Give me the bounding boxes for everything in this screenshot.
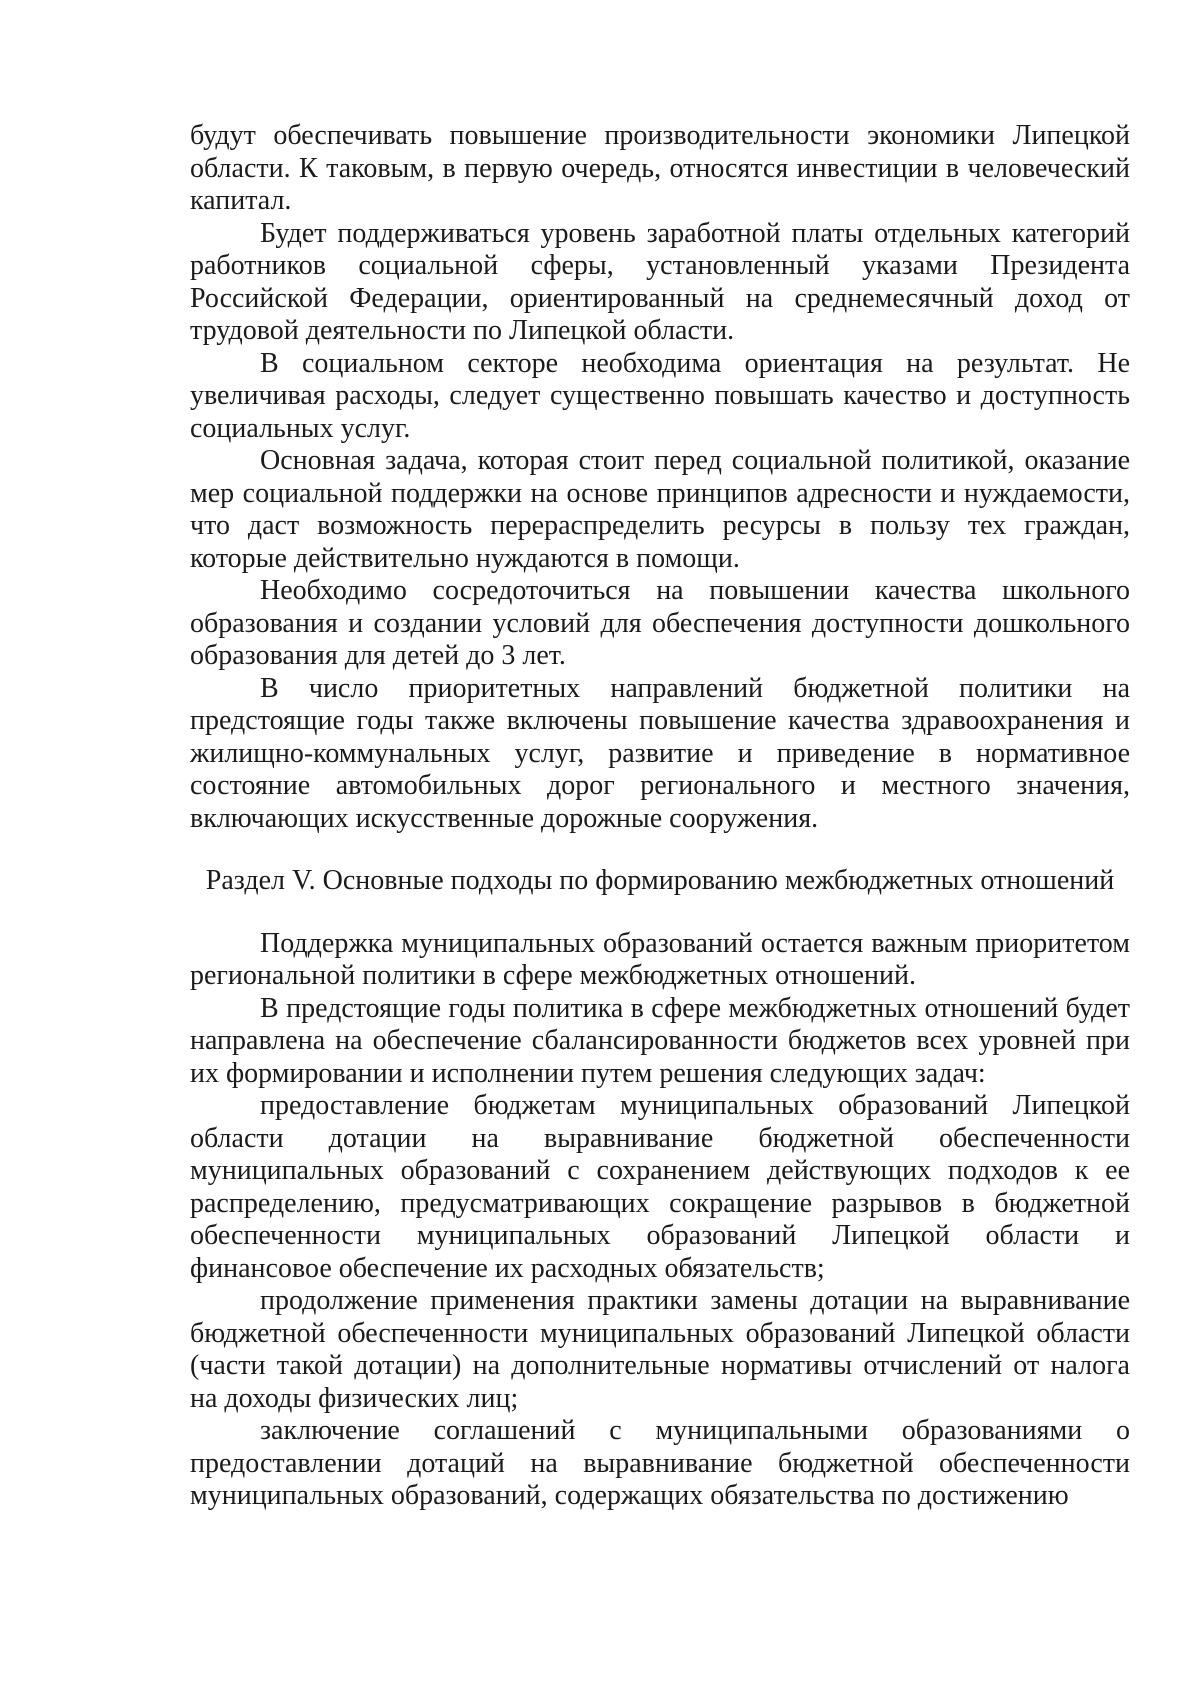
list-item-equalization-grant: предоставление бюджетам муниципальных образований Липецкой области дотации на выравнивание бюджетной обеспеченности муниципальных образований с сохранением действующих подходов к ее распределению, предусматривающих сокращение разрывов в бюджетной обеспеченности муниципальных образований Липецкой области и финансовое обеспечение их расходных обязательств; — [190, 1090, 1130, 1284]
paragraph-continuation: будут обеспечивать повышение производительности экономики Липецкой области. К таковым, в первую очередь, относятся инвестиции в человеческий капитал. — [190, 120, 1130, 216]
paragraph-salary-level: Будет поддерживаться уровень заработной платы отдельных категорий работников социальной сферы, установленный указами Президента Российской Федерации, ориентированный на среднемесячный доход от трудовой деятельности по Липецкой области. — [190, 217, 1130, 346]
paragraph-interbudget-policy: В предстоящие годы политика в сфере межбюджетных отношений будет направлена на обеспечение сбалансированности бюджетов всех уровней при их формировании и исполнении путем решения следующих задач: — [190, 992, 1130, 1089]
paragraph-priority-directions: В число приоритетных направлений бюджетной политики на предстоящие годы также включены повышение качества здравоохранения и жилищно-коммунальных услуг, развитие и приведение в нормативное состояние автомобильных дорог регионального и местного значения, включающих искусственные дорожные сооружения. — [190, 672, 1130, 834]
section-heading: Раздел V. Основные подходы по формированию межбюджетных отношений — [205, 865, 1115, 896]
list-item-grant-replacement: продолжение применения практики замены дотации на выравнивание бюджетной обеспеченности муниципальных образований Липецкой области (части такой дотации) на дополнительные нормативы отчислений от налога на доходы физических лиц; — [190, 1285, 1130, 1414]
paragraph-social-sector: В социальном секторе необходима ориентация на результат. Не увеличивая расходы, следует существенно повышать качество и доступность социальных услуг. — [190, 347, 1130, 444]
paragraph-education: Необходимо сосредоточиться на повышении качества школьного образования и создании условий для обеспечения доступности дошкольного образования для детей до 3 лет. — [190, 575, 1130, 671]
document-page — [190, 120, 1130, 1513]
list-item-agreements: заключение соглашений с муниципальными образованиями о предоставлении дотаций на выравнивание бюджетной обеспеченности муниципальных образований, содержащих обязательства по достижению — [190, 1415, 1130, 1511]
paragraph-social-policy-task: Основная задача, которая стоит перед социальной политикой, оказание мер социальной поддержки на основе принципов адресности и нуждаемости, что даст возможность перераспределить ресурсы в пользу тех граждан, которые действительно нуждаются в помощи. — [190, 445, 1130, 574]
paragraph-municipal-support: Поддержка муниципальных образований остается важным приоритетом региональной политики в сфере межбюджетных отношений. — [190, 927, 1130, 991]
